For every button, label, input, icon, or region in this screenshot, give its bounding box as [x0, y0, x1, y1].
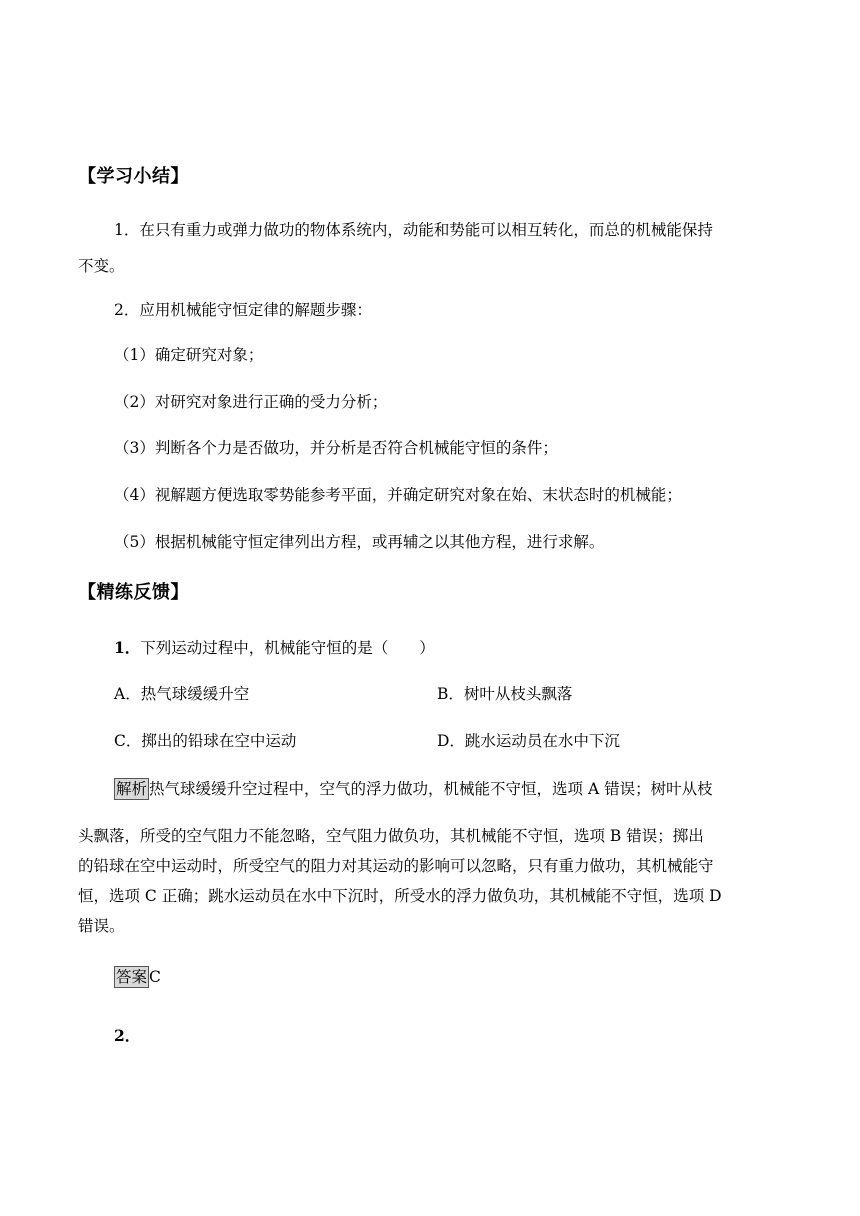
question-1-number: 1．	[114, 638, 141, 657]
answer-value: C	[149, 968, 161, 986]
question-1-stem: 下列运动过程中，机械能守恒的是（ ）	[140, 639, 435, 657]
summary-item-2: 2．应用机械能守恒定律的解题步骤：	[114, 301, 372, 319]
summary-item-1-line-1: 1．在只有重力或弹力做功的物体系统内，动能和势能可以相互转化，而总的机械能保持	[114, 221, 713, 239]
answer-label: 答案	[116, 968, 148, 986]
practice-heading: 【精练反馈】	[78, 582, 189, 603]
summary-heading: 【学习小结】	[78, 166, 189, 187]
summary-step-3: （3）判断各个力是否做功，并分析是否符合机械能守恒的条件；	[114, 439, 558, 457]
question-2-number: 2．	[114, 1026, 141, 1045]
analysis-line-2: 头飘落，所受的空气阻力不能忽略，空气阻力做负功，其机械能不守恒，选项 B 错误；掷出	[78, 827, 704, 845]
summary-item-1-line-2: 不变。	[78, 257, 125, 275]
analysis-line-1-row	[114, 778, 713, 800]
summary-step-1: （1）确定研究对象；	[114, 346, 264, 364]
option-b: B．树叶从枝头飘落	[437, 685, 573, 703]
analysis-label: 解析	[116, 780, 148, 798]
question-1-stem-row	[114, 638, 435, 658]
summary-step-2: （2）对研究对象进行正确的受力分析；	[114, 393, 388, 411]
option-a: A．热气球缓缓升空	[114, 685, 250, 703]
analysis-line-4: 恒，选项 C 正确；跳水运动员在水中下沉时，所受水的浮力做负功，其机械能不守恒，选项 D	[78, 887, 722, 905]
analysis-line-5: 错误。	[78, 917, 125, 935]
summary-step-5: （5）根据机械能守恒定律列出方程，或再辅之以其他方程，进行求解。	[114, 533, 605, 551]
option-d: D．跳水运动员在水中下沉	[437, 732, 620, 750]
analysis-line-1: 热气球缓缓升空过程中，空气的浮力做功，机械能不守恒，选项 A 错误；树叶从枝	[149, 780, 713, 798]
option-c: C．掷出的铅球在空中运动	[114, 732, 297, 750]
answer-row	[114, 966, 161, 988]
summary-step-4: （4）视解题方便选取零势能参考平面，并确定研究对象在始、末状态时的机械能；	[114, 486, 682, 504]
analysis-line-3: 的铅球在空中运动时，所受空气的阻力对其运动的影响可以忽略，只有重力做功，其机械能守	[78, 857, 714, 875]
